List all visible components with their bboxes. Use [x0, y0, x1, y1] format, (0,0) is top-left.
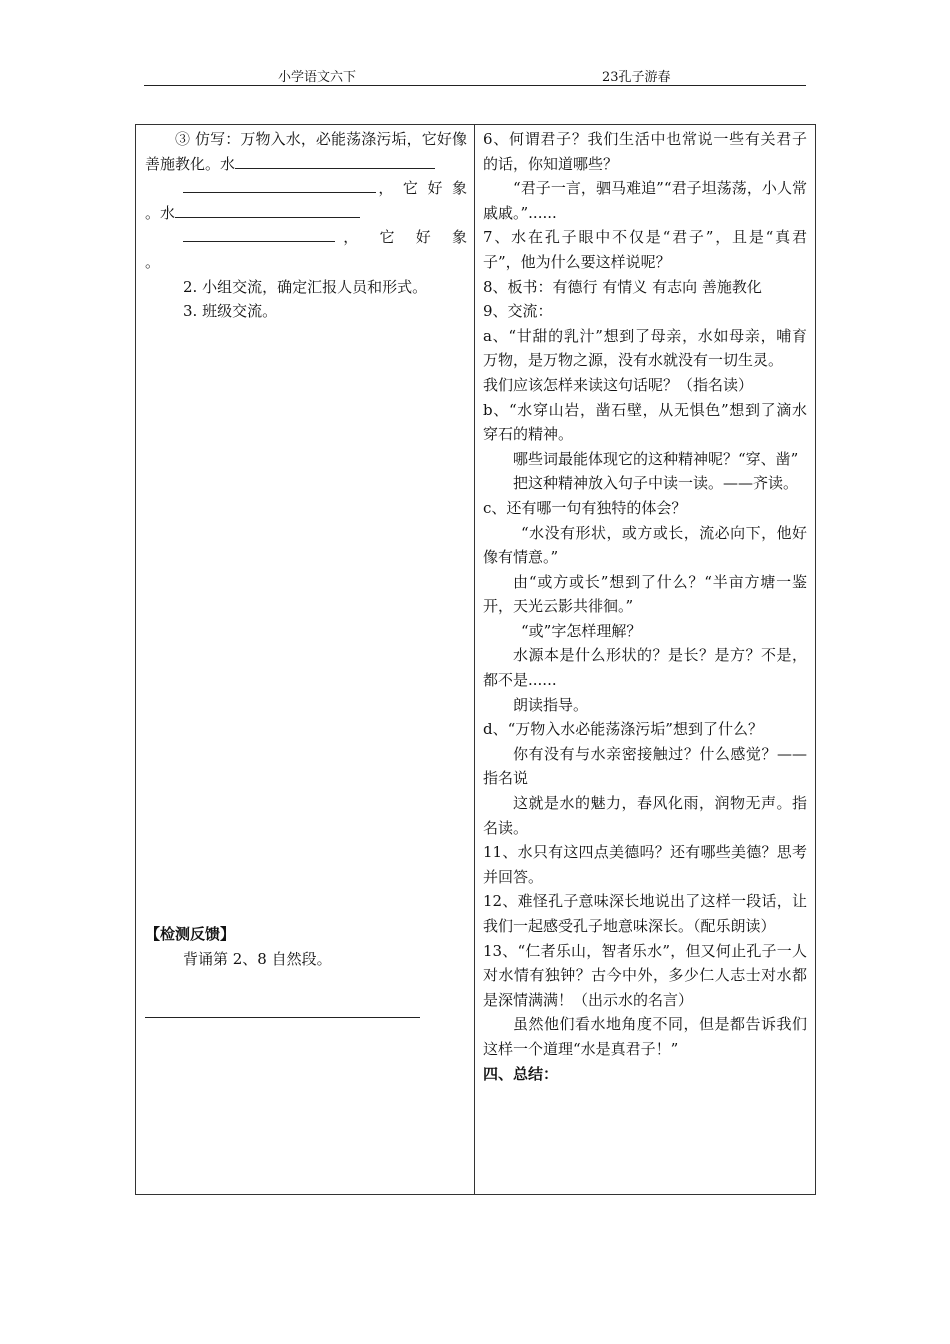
fill-blank[interactable] — [175, 201, 360, 218]
summary-heading: 四、总结： — [483, 1064, 559, 1083]
fill-blank[interactable] — [235, 152, 435, 169]
q9-c-shape: 水源本是什么形状的？是长？是方？不是，都不是...... — [483, 646, 807, 690]
q8-board: 8、板书：有德行 有情义 有志向 善施教化 — [483, 277, 762, 296]
feedback-title: 【检测反馈】 — [145, 925, 236, 943]
q12: 12、难怪孔子意味深长地说出了这样一段话，让我们一起感受孔子地意味深长。（配乐朗读） — [483, 892, 807, 935]
column-divider — [474, 125, 475, 1194]
q9: 9、交流： — [483, 302, 553, 321]
q13: 13、“仁者乐山，智者乐水”，但又何止孔子一人对水情有独钟？古今中外，多少仁人志士对水都是深情满满！（出示水的名言） — [483, 941, 807, 1009]
imitate-line-4: ， 它 好 象 — [145, 225, 467, 250]
q9-d: d、“万物入水必能荡涤污垢”想到了什么？ — [483, 720, 763, 739]
q9-a-read: 我们应该怎样来读这句话呢？（指名读） — [483, 375, 754, 394]
q9-b: b、“水穿山岩，凿石壁，从无惧色”想到了滴水穿石的精神。 — [483, 400, 807, 444]
page-header — [144, 60, 806, 86]
q9-c: c、还有哪一句有独特的体会？ — [483, 498, 687, 517]
fill-blank[interactable] — [183, 176, 376, 193]
header-lesson: 23孔子游春 — [602, 70, 671, 85]
imitate-line-2: ， 它 好 象 — [145, 176, 467, 201]
step-2: 2. 小组交流，确定汇报人员和形式。 — [183, 277, 428, 296]
q9-d-ask: 你有没有与水亲密接触过？什么感觉？——指名说 — [483, 744, 807, 788]
q9-c-word: “或”字怎样理解？ — [521, 621, 642, 640]
left-column — [145, 127, 467, 324]
lesson-table — [135, 124, 816, 1195]
q6-answer: “君子一言，驷马难追”“君子坦荡荡，小人常戚戚。”...... — [483, 179, 807, 222]
imitate-line-1: ③ 仿写：万物入水，必能荡涤污垢，它好像善施教化。水 — [145, 130, 467, 173]
fill-blank[interactable] — [183, 225, 335, 242]
feedback-section — [145, 922, 467, 971]
q6: 6、何谓君子？我们生活中也常说一些有关君子的话，你知道哪些？ — [483, 130, 807, 173]
feedback-text: 背诵第 2、8 自然段。 — [183, 949, 332, 968]
q11: 11、水只有这四点美德吗？还有哪些美德？思考并回答。 — [483, 843, 807, 886]
q9-b-words: 哪些词最能体现它的这种精神呢？“穿、凿” — [513, 449, 799, 468]
header-course: 小学语文六下 — [278, 70, 357, 85]
step-3: 3. 班级交流。 — [183, 302, 278, 321]
q9-b-read: 把这种精神放入句子中读一读。——齐读。 — [513, 474, 799, 493]
answer-line[interactable] — [145, 1017, 420, 1018]
imitate-line-3: 。水 — [145, 201, 467, 226]
q9-c-quote: “水没有形状，或方或长，流必向下，他好像有情意。” — [483, 523, 807, 567]
q9-a: a、“甘甜的乳汁”想到了母亲，水如母亲，哺育万物，是万物之源，没有水就没有一切生灵。 — [483, 326, 807, 370]
right-column — [483, 127, 807, 1086]
imitate-line-5: 。 — [145, 252, 161, 271]
q9-d-charm: 这就是水的魅力，春风化雨，润物无声。指名读。 — [483, 794, 807, 837]
q9-c-think: 由“或方或长”想到了什么？“半亩方塘一鉴开，天光云影共徘徊。” — [483, 572, 807, 616]
q7: 7、水在孔子眼中不仅是“君子”，且是“真君子”，他为什么要这样说呢？ — [483, 228, 807, 271]
q13-reason: 虽然他们看水地角度不同，但是都告诉我们这样一个道理“水是真君子！” — [483, 1015, 807, 1058]
q9-c-guide: 朗读指导。 — [513, 695, 589, 714]
